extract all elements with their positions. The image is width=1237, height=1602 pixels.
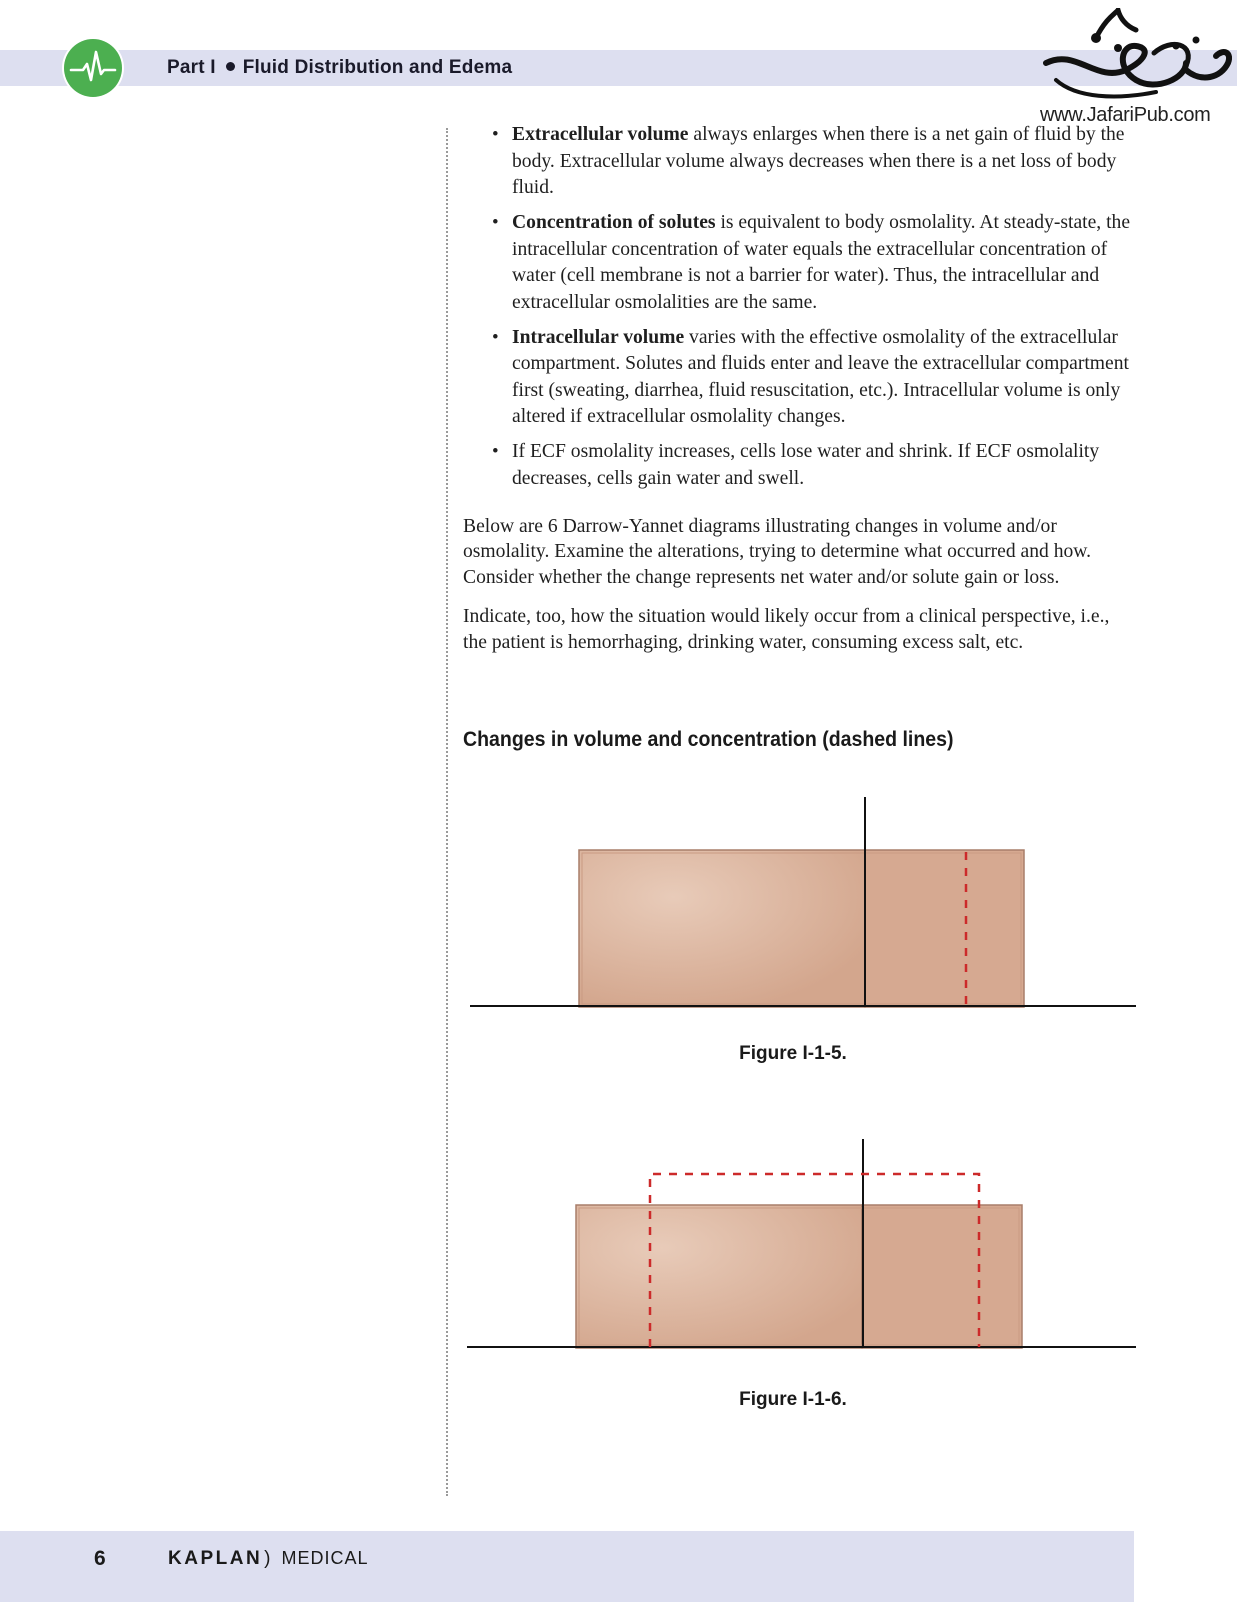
- publisher-calligraphy-logo: [1036, 8, 1232, 108]
- list-item: [463, 439, 1136, 492]
- list-item: [463, 210, 1136, 316]
- separator-dot: [226, 62, 235, 71]
- bullet-icon: •: [492, 212, 499, 233]
- darrow-yannet-diagram-1: [463, 790, 1138, 1010]
- bullet-text: If ECF osmolality increases, cells lose water and shrink. If ECF osmolality decreases, cells gain water and swell.: [512, 441, 1100, 489]
- margin-dotted-rule: [446, 128, 448, 1496]
- chapter-title: Fluid Distribution and Edema: [242, 57, 513, 78]
- bullet-text: is equivalent to body osmolality. At steady-state, the intracellular concentration of water equals the extracellular concentration of water (cell membrane is not a barrier for water). Thus, the intracellular and extracellular osmolalities are the same.: [512, 212, 1131, 313]
- body-paragraph: Below are 6 Darrow-Yannet diagrams illustrating changes in volume and/or osmolality. Examine the alterations, trying to determine what occurred and how. Consider whether the change represents net water and/or solute gain or loss.: [463, 515, 1092, 588]
- section-title: Changes in volume and concentration (dashed lines): [463, 728, 954, 751]
- page-number: 6: [94, 1547, 106, 1570]
- part-label: Part I: [167, 57, 216, 78]
- bullet-icon: •: [492, 124, 499, 145]
- figure-caption: Figure I-1-5.: [739, 1043, 847, 1064]
- list-item: [463, 325, 1136, 431]
- publisher-url[interactable]: www.JafariPub.com: [1040, 104, 1211, 126]
- main-content: [463, 122, 1136, 669]
- bullet-text: varies with the effective osmolality of the extracellular compartment. Solutes and fluids enter and leave the extracellular compartment first (sweating, diarrhea, fluid resuscitation, etc.). Intracellular volume is only altered if extracellular osmolality changes.: [512, 326, 1129, 427]
- bullet-text: always enlarges when there is a net gain of fluid by the body. Extracellular volume always decreases when there is a net loss of body fluid.: [512, 124, 1125, 198]
- bullet-term: Intracellular volume: [512, 326, 685, 348]
- ecf-compartment: [865, 850, 1024, 1007]
- kaplan-wordmark: KAPLAN: [168, 1548, 263, 1569]
- figure-1-5: [463, 790, 1138, 1070]
- running-header: [167, 57, 512, 79]
- bullet-list: [463, 122, 1136, 492]
- bullet-icon: •: [492, 441, 499, 462]
- darrow-yannet-diagram-2: [463, 1135, 1138, 1355]
- bullet-term: Extracellular volume: [512, 124, 689, 145]
- heartbeat-icon: [61, 36, 125, 100]
- icf-compartment: [576, 1205, 862, 1348]
- figure-caption: Figure I-1-6.: [739, 1389, 847, 1410]
- body-paragraph: Indicate, too, how the situation would likely occur from a clinical perspective, i.e., the patient is hemorrhaging, drinking water, consuming excess salt, etc.: [463, 606, 1110, 653]
- ecf-compartment: [862, 1205, 1022, 1348]
- figure-1-6: [463, 1135, 1138, 1425]
- icf-compartment: [579, 850, 865, 1007]
- bullet-icon: •: [492, 326, 499, 348]
- bullet-term: Concentration of solutes: [512, 212, 716, 233]
- footer-brand: [168, 1548, 369, 1570]
- swoosh-icon: ): [264, 1548, 272, 1569]
- medical-wordmark: MEDICAL: [281, 1548, 369, 1568]
- list-item: [463, 122, 1136, 202]
